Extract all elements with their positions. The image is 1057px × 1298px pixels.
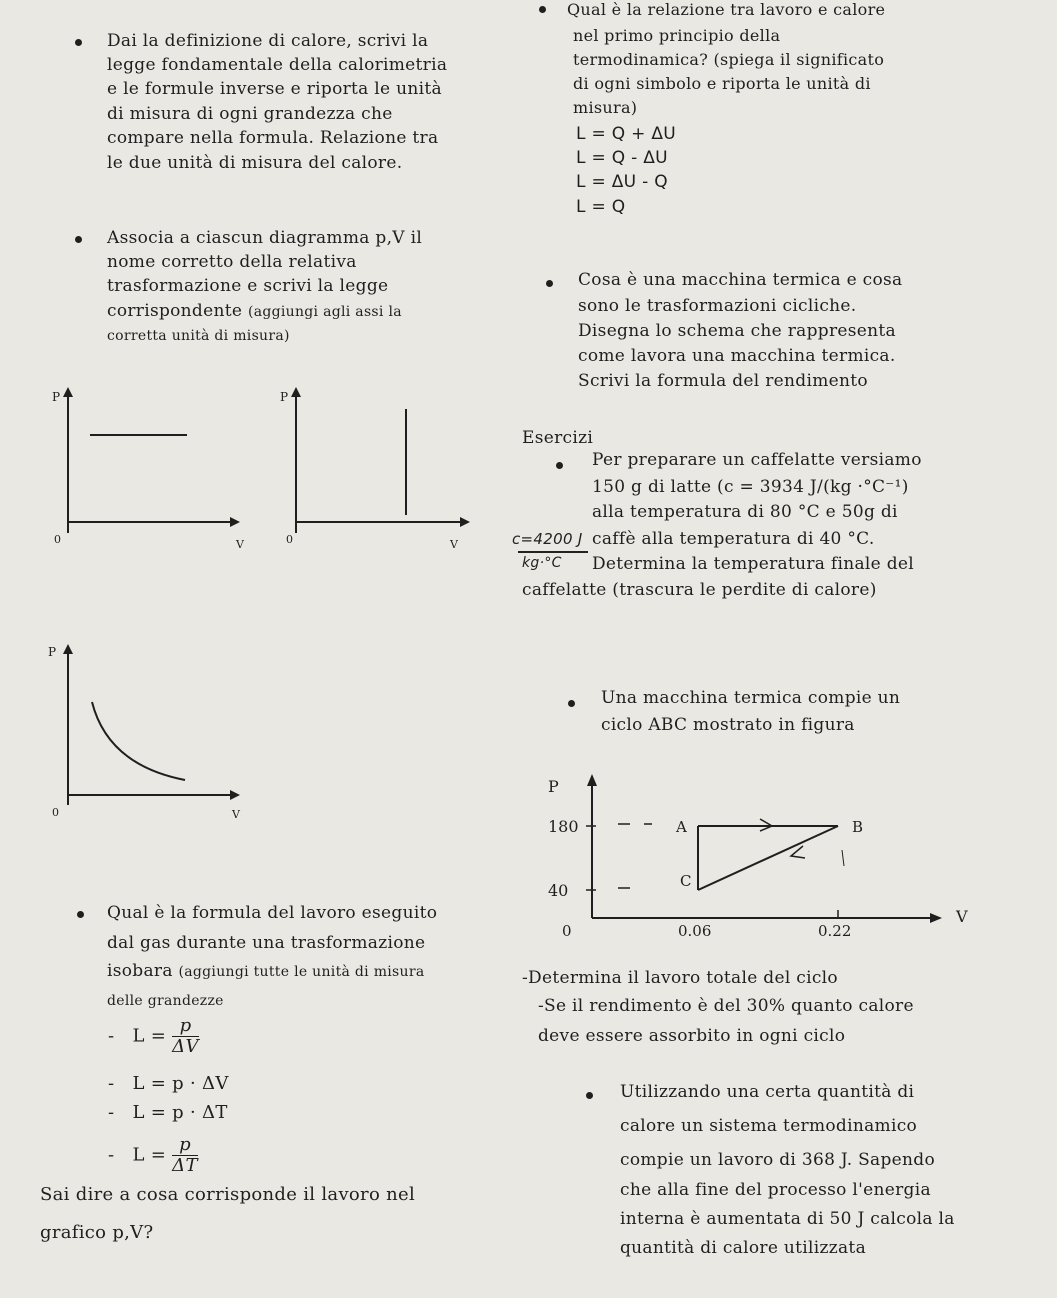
- q-isobar-line-4: delle grandezze: [107, 993, 224, 1009]
- q-heat-line-6: le due unità di misura del calore.: [107, 153, 403, 173]
- dash: -: [108, 1073, 115, 1094]
- q-diagram-line-2: nome corretto della relativa: [107, 252, 357, 272]
- isobar-option-1: [108, 1016, 199, 1057]
- formula-option-4: L = Q: [576, 197, 626, 217]
- arrow-b-to-c: [791, 846, 805, 858]
- q-engine-line-1: Cosa è una macchina termica e cosa: [578, 270, 903, 290]
- q-work-line-4: di ogni simbolo e riporta le unità di: [573, 74, 871, 93]
- fraction-denominator: ΔV: [172, 1035, 199, 1057]
- handwritten-c-denominator: kg·°C: [522, 555, 562, 571]
- point-label-c: C: [680, 872, 692, 890]
- exercises-title: Esercizi: [522, 428, 594, 448]
- formula-option-2: L = Q - ΔU: [576, 148, 668, 168]
- fraction: [172, 1016, 199, 1057]
- diagram-isothermal: [40, 640, 240, 825]
- handwritten-fraction-line: [518, 551, 588, 553]
- q-heat-line-5: compare nella formula. Relazione tra: [107, 128, 439, 148]
- isobar-option-3: [108, 1104, 228, 1122]
- option-l-label: L =: [132, 1144, 167, 1166]
- bullet: [75, 39, 82, 46]
- cycle-segment: [698, 826, 838, 890]
- coffee-line-6: caffelatte (trascura le perdite di calore): [522, 580, 877, 600]
- fraction-denominator: ΔT: [172, 1154, 198, 1176]
- q-diagram-line-1: Associa a ciascun diagramma p,V il: [107, 228, 423, 248]
- q-isobar-line-3-note: (aggiungi tutte le unità di misura: [178, 964, 425, 980]
- bullet: [556, 462, 563, 469]
- cycle-question-2: -Se il rendimento è del 30% quanto calore: [538, 996, 914, 1016]
- y-tick-label: 180: [548, 817, 579, 836]
- q-heat-line-4: di misura di ogni grandezza che: [107, 104, 393, 124]
- q-diagram-line-3: trasformazione e scrivi la legge: [107, 276, 389, 296]
- y-axis-arrow: [587, 774, 597, 786]
- cycle-line-2: ciclo ABC mostrato in figura: [601, 715, 855, 735]
- cycle-question-1: -Determina il lavoro totale del ciclo: [522, 968, 838, 988]
- axis-v-label: V: [232, 808, 240, 821]
- bullet: [546, 280, 553, 287]
- q-isobar-line-1: Qual è la formula del lavoro eseguito: [107, 903, 438, 923]
- tick-mark: [842, 850, 844, 866]
- fraction-numerator: p: [172, 1016, 199, 1037]
- q-diagram-line-4: [107, 303, 402, 320]
- axis-p-label: P: [52, 390, 61, 404]
- q-graph-line-2: grafico p,V?: [40, 1222, 154, 1243]
- dash: -: [108, 1102, 115, 1123]
- bullet: [586, 1092, 593, 1099]
- diagram-isobaric: [40, 385, 244, 551]
- q-engine-line-3: Disegna lo schema che rappresenta: [578, 321, 896, 341]
- q-heat-line-1: Dai la definizione di calore, scrivi la: [107, 31, 429, 51]
- handwritten-c-numerator: c=4200 J: [512, 530, 583, 548]
- x-tick-label: 0.06: [678, 922, 712, 940]
- option-l-label: L =: [132, 1025, 167, 1047]
- cycle-question-3: deve essere assorbito in ogni ciclo: [538, 1026, 846, 1046]
- axis-p-label: P: [48, 645, 57, 659]
- x-tick-label: 0.22: [818, 922, 852, 940]
- dash: -: [108, 1144, 115, 1166]
- origin-label: 0: [286, 533, 293, 546]
- point-label-b: B: [852, 818, 864, 836]
- coffee-line-1: Per preparare un caffelatte versiamo: [592, 450, 922, 470]
- origin-label: 0: [54, 533, 61, 546]
- y-axis-label: P: [548, 777, 559, 796]
- x-axis-arrow: [930, 913, 942, 923]
- q-isobar-line-3-main: isobara: [107, 961, 173, 981]
- energy-line-2: calore un sistema termodinamico: [620, 1116, 918, 1136]
- bullet: [75, 236, 82, 243]
- q-heat-line-3: e le formule inverse e riporta le unità: [107, 79, 442, 99]
- cycle-line-1: Una macchina termica compie un: [601, 688, 901, 708]
- axis-v-label: V: [236, 538, 244, 551]
- isobar-option-4: [108, 1135, 198, 1176]
- isobar-option-2: [108, 1075, 229, 1093]
- q-work-line-2: nel primo principio della: [573, 26, 781, 45]
- formula-option-1: L = Q + ΔU: [576, 124, 677, 144]
- q-engine-line-5: Scrivi la formula del rendimento: [578, 371, 868, 391]
- fraction: [172, 1135, 198, 1176]
- axis-p-label: P: [280, 390, 289, 404]
- q-diagram-line-4-main: corrispondente: [107, 301, 243, 321]
- axis-v-label: V: [450, 538, 458, 551]
- q-engine-line-4: come lavora una macchina termica.: [578, 346, 896, 366]
- x-tick-label-origin: 0: [562, 922, 572, 940]
- q-heat-line-2: legge fondamentale della calorimetria: [107, 55, 448, 75]
- energy-line-5: interna è aumentata di 50 J calcola la: [620, 1209, 955, 1229]
- fraction-numerator: p: [172, 1135, 198, 1156]
- x-axis-label: V: [956, 907, 968, 926]
- y-tick-label: 40: [548, 881, 569, 900]
- bullet: [77, 911, 84, 918]
- bullet: [539, 6, 546, 13]
- energy-line-3: compie un lavoro di 368 J. Sapendo: [620, 1150, 936, 1170]
- coffee-line-3: alla temperatura di 80 °C e 50g di: [592, 502, 898, 522]
- energy-line-4: che alla fine del processo l'energia: [620, 1180, 931, 1200]
- dash: -: [108, 1025, 115, 1047]
- coffee-line-4: caffè alla temperatura di 40 °C.: [592, 529, 875, 549]
- q-graph-line-1: Sai dire a cosa corrisponde il lavoro nel: [40, 1184, 416, 1205]
- coffee-line-5: Determina la temperatura finale del: [592, 554, 914, 574]
- origin-label: 0: [52, 806, 59, 819]
- coffee-line-2: 150 g di latte (c = 3934 J/(kg ·°C⁻¹): [592, 477, 909, 497]
- energy-line-6: quantità di calore utilizzata: [620, 1238, 867, 1258]
- q-diagram-line-5: corretta unità di misura): [107, 328, 290, 344]
- option-text: L = p · ΔV: [132, 1073, 229, 1094]
- energy-line-1: Utilizzando una certa quantità di: [620, 1082, 915, 1102]
- bullet: [568, 700, 575, 707]
- q-isobar-line-2: dal gas durante una trasformazione: [107, 933, 426, 953]
- q-work-line-1: Qual è la relazione tra lavoro e calore: [567, 0, 886, 19]
- q-engine-line-2: sono le trasformazioni cicliche.: [578, 296, 857, 316]
- q-work-line-5: misura): [573, 98, 638, 117]
- q-work-line-3: termodinamica? (spiega il significato: [573, 50, 885, 69]
- q-isobar-line-3: [107, 963, 425, 980]
- cycle-abc-chart: [530, 770, 980, 945]
- q-diagram-line-4-note: (aggiungi agli assi la: [247, 304, 402, 320]
- option-text: L = p · ΔT: [132, 1102, 228, 1123]
- formula-option-3: L = ΔU - Q: [576, 172, 668, 192]
- diagram-isochoric: [272, 385, 472, 550]
- point-label-a: A: [676, 818, 687, 836]
